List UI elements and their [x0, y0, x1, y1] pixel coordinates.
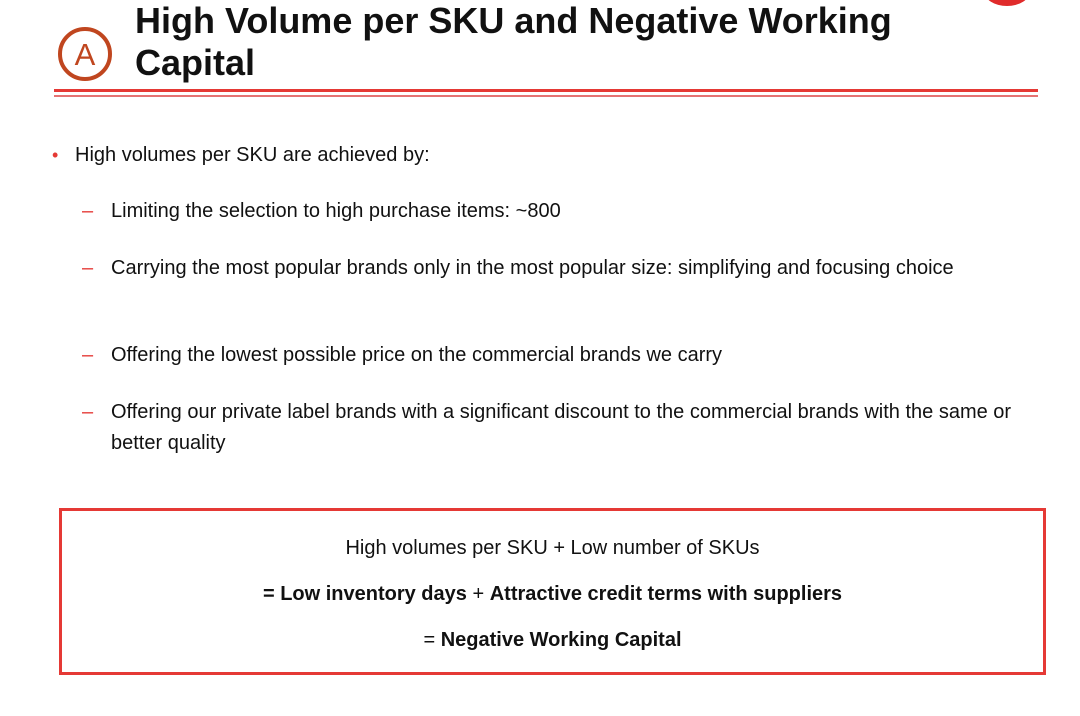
dash-icon: – [82, 200, 94, 222]
summary-line-2 [62, 581, 1043, 607]
title-divider [54, 89, 1038, 92]
sub-bullet-1 [82, 196, 1052, 227]
sub-bullet-text: Offering the lowest possible price on the commercial brands we carry [111, 344, 723, 366]
sub-bullet-3 [82, 340, 1052, 371]
slide-title-line1: High Volume per SKU and Negative Working [135, 0, 892, 41]
section-badge [58, 27, 112, 81]
equals-sign: = [423, 629, 436, 651]
credit-terms: Attractive credit terms with suppliers [489, 583, 843, 605]
dash-icon: – [82, 257, 94, 279]
bullet-dot-icon: • [52, 145, 59, 165]
sub-bullet-2 [82, 253, 1052, 284]
title-divider-thin [54, 95, 1038, 97]
sub-bullet-4 [82, 397, 1052, 459]
negative-working-capital: Negative Working Capital [440, 629, 682, 651]
sub-bullet-text: Limiting the selection to high purchase items: ~800 [111, 200, 561, 222]
section-badge-letter: A [74, 37, 96, 72]
summary-box [59, 508, 1046, 675]
equals-sign: = [262, 583, 275, 605]
dash-icon: – [82, 344, 94, 366]
low-inventory-days: Low inventory days [280, 583, 467, 605]
summary-line-3 [62, 627, 1043, 653]
summary-line-1: High volumes per SKU + Low number of SKUs [345, 537, 760, 559]
main-bullet-text: High volumes per SKU are achieved by: [75, 144, 430, 166]
slide-title-line2: Capital [135, 42, 256, 83]
sub-bullet-text: Offering our private label brands with a significant discount to the commercial brands with the same or better quality [111, 401, 1012, 454]
sub-bullet-text: Carrying the most popular brands only in the most popular size: simplifying and focusing choice [111, 257, 954, 279]
dash-icon: – [82, 401, 94, 423]
slide-title [135, 0, 1035, 84]
plus-sign: + [472, 583, 485, 605]
